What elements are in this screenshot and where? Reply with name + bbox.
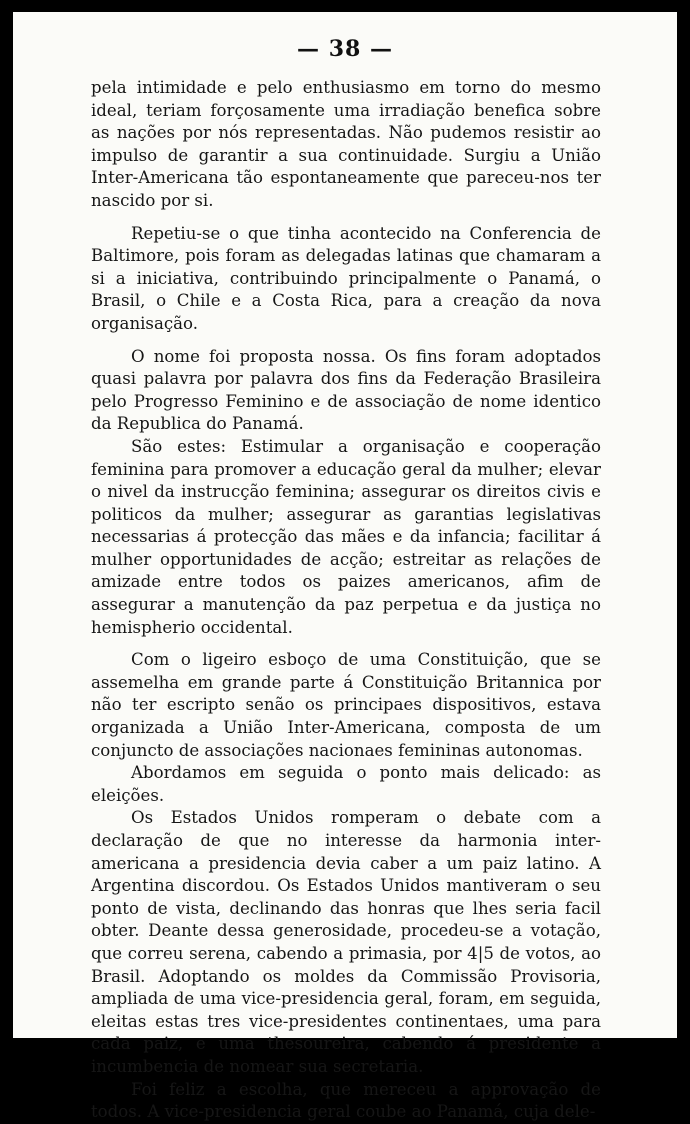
paragraph-8: Foi feliz a escolha, que mereceu a approvação de todos. A vice-presidencia geral coube ao Panamá, cuja dele- xyxy=(91,1079,601,1122)
paragraph-4: São estes: Estimular a organisação e cooperação feminina para promover a educação geral da mulher; elevar o nivel da instrucção feminina; assegurar os direitos civis e politicos da mulher; assegurar as garantias legislativas necessarias á protecção das mães e da infancia; facilitar á mulher opportunidades de acção; estreitar as relações de amizade entre todos os paizes americanos, afim de assegurar a manutenção da paz perpetua e da justiça no hemispherio occidental. xyxy=(91,436,601,637)
paragraph-6: Abordamos em seguida o ponto mais delicado: as eleições. xyxy=(91,763,601,805)
page-number: — 38 — xyxy=(297,36,393,62)
paragraph-3: O nome foi proposta nossa. Os fins foram adoptados quasi palavra por palavra dos fins da Federação Brasileira pelo Progresso Feminino e de associação de nome identico da Republica do Panamá. xyxy=(91,346,601,434)
book-page xyxy=(13,12,677,1122)
paragraph-7: Os Estados Unidos romperam o debate com a declaração de que no interesse da harmonia inter-americana a presidencia devia caber a um paiz latino. A Argentina discordou. Os Estados Unidos mantiveram o seu ponto de vista, declinando das honras que lhes seria facil obter. Deante dessa generosidade, procedeu-se a votação, que correu serena, cabendo a primasia, por 4|5 de votos, ao Brasil. Adoptando os moldes da Commissão Provisoria, ampliada de uma vice-presidencia geral, foram, em seguida, eleitas estas tres vice-presidentes continentaes, uma para cada paiz, e uma thesoureira, cabendo á presidente a incumbencia de nomear sua secretaria. xyxy=(91,808,601,1076)
paragraph-1: pela intimidade e pelo enthusiasmo em torno do mesmo ideal, teriam forçosamente uma irradiação benefica sobre as nações por nós representadas. Não pudemos resistir ao impulso de garantir a sua continuidade. Surgiu a União Inter-Americana tão espontaneamente que pareceu-nos ter nascido por si. xyxy=(91,78,601,210)
body-text xyxy=(91,77,601,1124)
paragraph-2: Repetiu-se o que tinha acontecido na Conferencia de Baltimore, pois foram as delegadas latinas que chamaram a si a iniciativa, contribuindo principalmente o Panamá, o Brasil, o Chile e a Costa Rica, para a creação da nova organisação. xyxy=(91,223,601,333)
paragraph-5: Com o ligeiro esboço de uma Constituição, que se assemelha em grande parte á Constituição Britannica por não ter escripto senão os principaes dispositivos, estava organizada a União Inter-Americana, composta de um conjuncto de associações nacionaes femininas autonomas. xyxy=(91,650,601,760)
